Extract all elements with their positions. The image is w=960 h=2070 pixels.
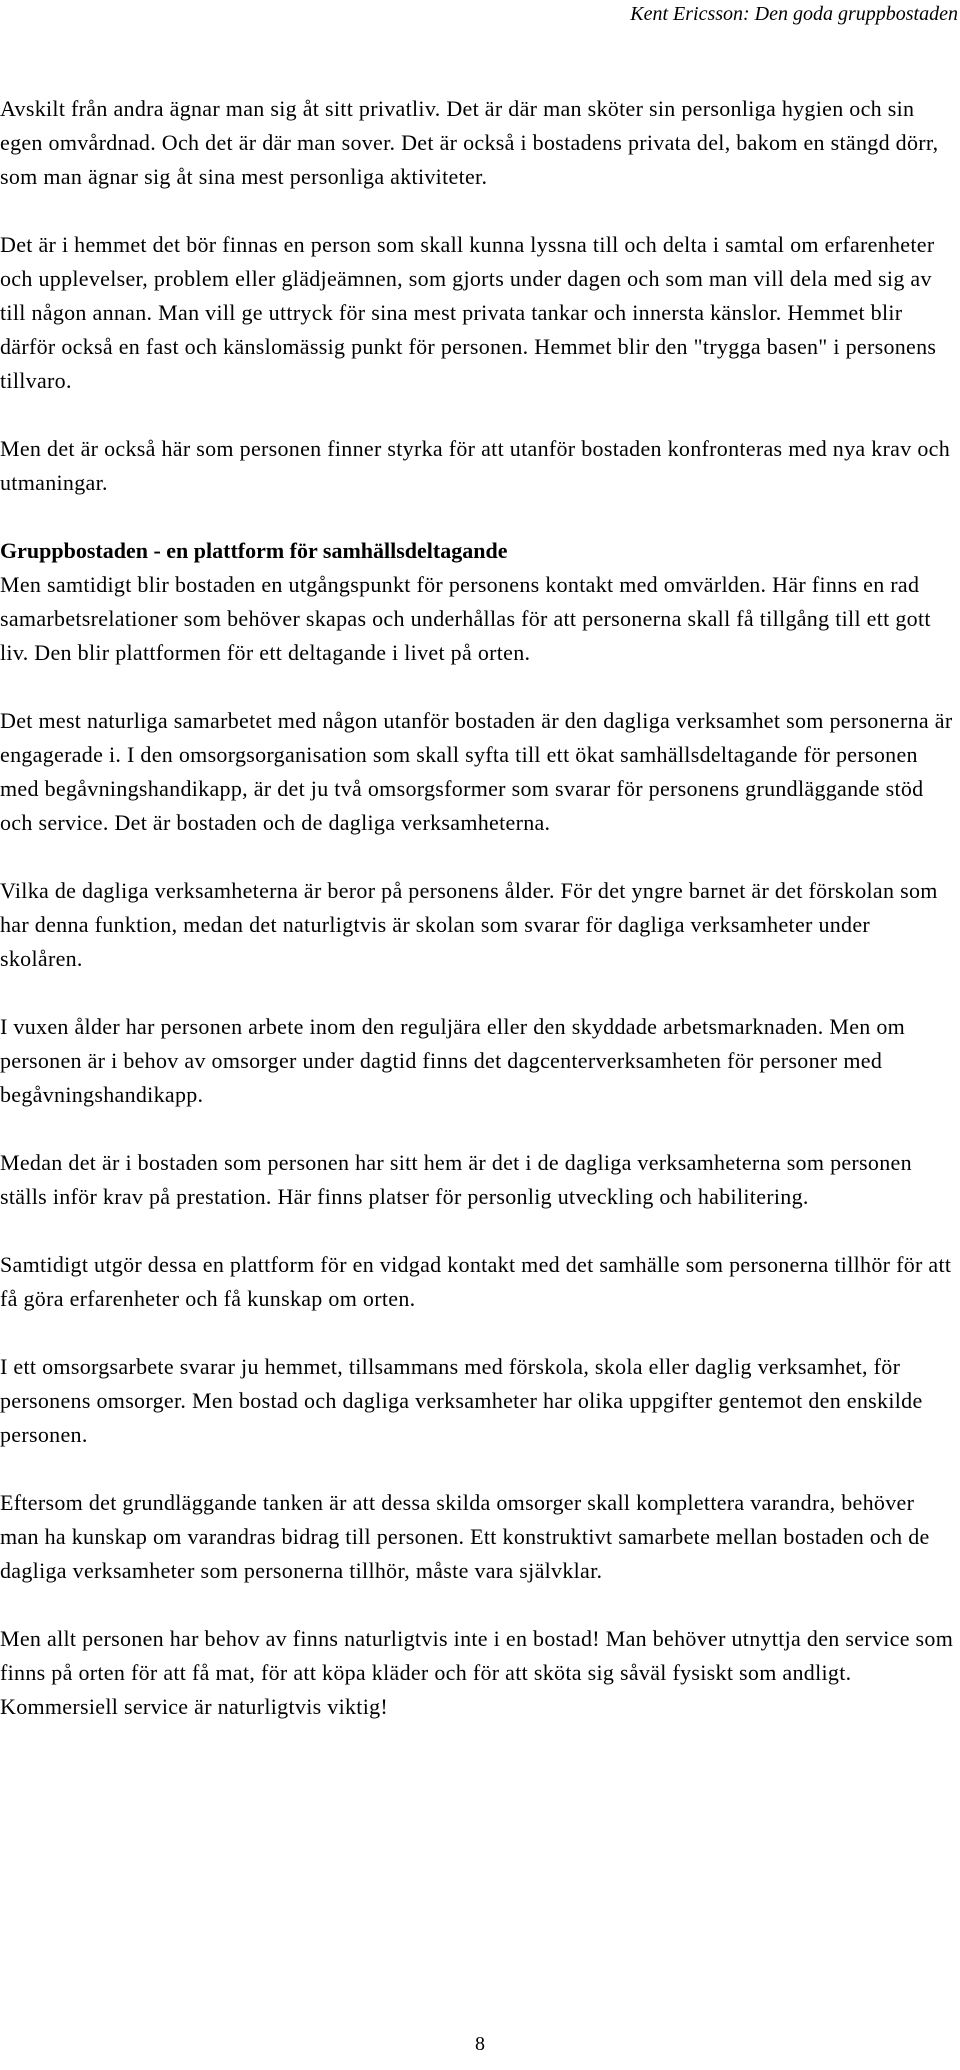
paragraph-privacy: Avskilt från andra ägnar man sig åt sitt privatliv. Det är där man sköter sin personliga hygien och sin egen omvårdnad. Och det är där man sover. Det är också i bostadens privata del, bakom en stängd dörr, som man ägnar sig åt sina mest personliga aktiviteter. <box>0 96 939 189</box>
section-heading: Gruppbostaden - en plattform för samhällsdeltagande <box>0 538 508 563</box>
page-number: 8 <box>475 2033 485 2055</box>
paragraph-care-work: I ett omsorgsarbete svarar ju hemmet, tillsammans med förskola, skola eller daglig verksamhet, för personens omsorger. Men bostad och dagliga verksamheter har olika uppgifter gentemot den enskilde personen. <box>0 1354 923 1447</box>
paragraph-home-listener: Det är i hemmet det bör finnas en person som skall kunna lyssna till och delta i samtal om erfarenheter och upplevelser, problem eller glädjeämnen, som gjorts under dagen och som man vill dela med sig av till någon annan. Man vill ge uttryck för sina mest privata tankar och innersta känslor. Hemmet blir därför också en fast och känslomässig punkt för personen. Hemmet blir den "trygga basen" i personens tillvaro. <box>0 232 937 393</box>
paragraph-age: Vilka de dagliga verksamheterna är beror på personens ålder. För det yngre barnet är det förskolan som har denna funktion, medan det naturligtvis är skolan som svarar för dagliga verksamheter under skolåren. <box>0 878 938 971</box>
section-intro: Men samtidigt blir bostaden en utgångspunkt för personens kontakt med omvärlden. Här finns en rad samarbetsrelationer som behöver skapas och underhållas för att personerna skall få tillgång till ett gott liv. Den blir plattformen för ett deltagande i livet på orten. <box>0 572 931 665</box>
paragraph-strength: Men det är också här som personen finner styrka för att utanför bostaden konfronteras med nya krav och utmaningar. <box>0 436 951 495</box>
paragraph-adult: I vuxen ålder har personen arbete inom den reguljära eller den skyddade arbetsmarknaden. Men om personen är i behov av omsorger under dagtid finns det dagcenterverksamheten för personer med begåvningshandikapp. <box>0 1014 906 1107</box>
paragraph-services: Men allt personen har behov av finns naturligtvis inte i en bostad! Man behöver utnyttja den service som finns på orten för att få mat, för att köpa kläder och för att sköta sig såväl fysiskt som andligt. Kommersiell service är naturligtvis viktig! <box>0 1626 954 1719</box>
running-header: Kent Ericsson: Den goda gruppbostaden <box>630 3 958 25</box>
paragraph-cooperation: Eftersom det grundläggande tanken är att dessa skilda omsorger skall komplettera varandra, behöver man ha kunskap om varandras bidrag till personen. Ett konstruktivt samarbete mellan bostaden och de dagliga verksamheter som personerna tillhör, måste vara självklar. <box>0 1490 930 1583</box>
paragraph-daily-activity: Det mest naturliga samarbetet med någon utanför bostaden är den dagliga verksamhet som personerna är engagerade i. I den omsorgsorganisation som skall syfta till ett ökat samhällsdeltagande för personen med begåvningshandikapp, är det ju två omsorgsformer som svarar för personens grundläggande stöd och service. Det är bostaden och de dagliga verksamheterna. <box>0 708 953 835</box>
paragraph-wider-contact: Samtidigt utgör dessa en plattform för en vidgad kontakt med det samhälle som personerna tillhör för att få göra erfarenheter och få kunskap om orten. <box>0 1252 952 1311</box>
section-platform <box>0 534 958 670</box>
document-body <box>0 92 958 1758</box>
paragraph-performance: Medan det är i bostaden som personen har sitt hem är det i de dagliga verksamheterna som personen ställs inför krav på prestation. Här finns platser för personlig utveckling och habilitering. <box>0 1150 912 1209</box>
